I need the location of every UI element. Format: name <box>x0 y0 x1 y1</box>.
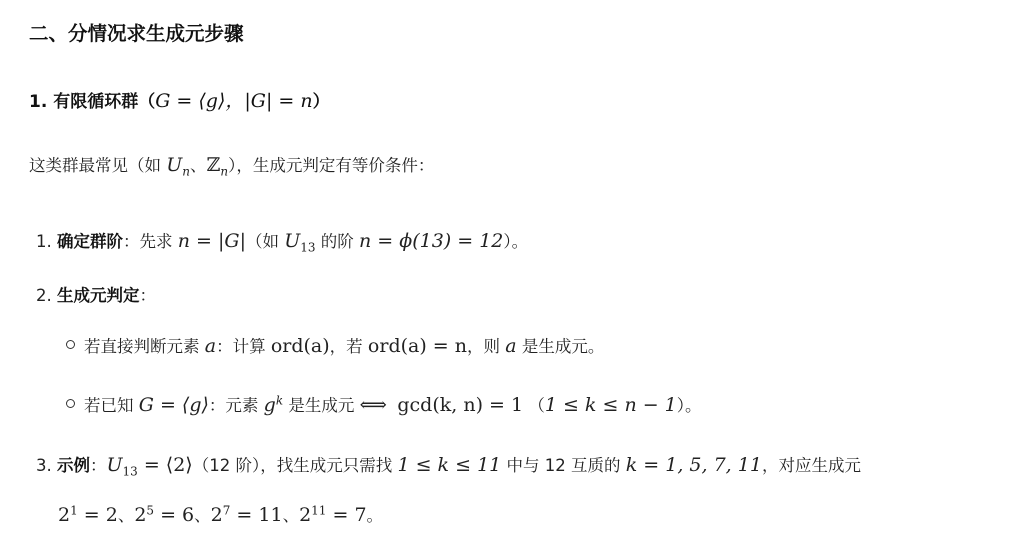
bullet-icon <box>66 399 75 408</box>
bullet1-text-e: 是生成元。 <box>516 337 605 356</box>
power1-base: 2 <box>58 504 71 526</box>
step2-label: 生成元判定 <box>57 286 140 305</box>
bullet2-text-e: ）。 <box>676 396 702 415</box>
bullet2-math-g: G = ⟨g⟩ <box>138 394 209 416</box>
bullet2-text-a: 若已知 <box>84 396 139 415</box>
step1-math-phi: n = ϕ(13) = 12 <box>359 230 504 252</box>
bullet1-math-ord-eq: ord(a) = n <box>367 335 467 357</box>
step1-math-u-sub: 13 <box>300 240 316 255</box>
step3-text-a: （12 阶），找生成元只需找 <box>192 456 398 475</box>
sub-list-item-2 <box>66 392 702 416</box>
step3-text-b: 中与 12 互质的 <box>501 456 626 475</box>
step2-colon: ： <box>139 286 156 305</box>
sep: 、 <box>117 506 135 525</box>
bullet2-text-d: （ <box>528 396 545 415</box>
step3-math-k: k = 1, 5, 7, 11 <box>625 454 762 476</box>
step1-text2: 的阶 <box>315 232 360 251</box>
step3-math-gen: = ⟨2⟩ <box>137 454 193 476</box>
bullet2-text-b: ：元素 <box>208 396 264 415</box>
power4-val: = 7 <box>326 504 367 526</box>
sep: 、 <box>194 506 211 525</box>
list-item-step2 <box>36 282 156 306</box>
bullet1-text-a: 若直接判断元素 <box>84 337 205 356</box>
list-number: 3. <box>36 456 52 475</box>
list-number: 1. <box>36 232 52 251</box>
step3-math-range: 1 ≤ k ≤ 11 <box>397 454 502 476</box>
bullet2-iff: ⟺ <box>359 394 387 416</box>
bullet1-math-a2: a <box>505 335 517 357</box>
subsection-prefix: 1. 有限循环群（ <box>29 92 156 112</box>
bullet1-math-a: a <box>204 335 217 357</box>
intro-math-zn-sub: n <box>220 164 229 179</box>
bullet2-math-range: 1 ≤ k ≤ n − 1 <box>544 394 677 416</box>
sep: 、 <box>282 506 300 525</box>
power3-exp: 7 <box>222 503 231 518</box>
step1-colon: ：先求 <box>123 232 178 251</box>
bullet2-math-gk-sup: k <box>275 393 284 408</box>
bullet2-math-gcd: gcd(k, n) = 1 <box>397 394 524 416</box>
power2-val: = 6 <box>154 504 195 526</box>
power4-base: 2 <box>299 504 312 526</box>
power2-base: 2 <box>134 504 147 526</box>
list-item-step1 <box>36 228 528 254</box>
intro-text-a: 这类群最常见（如 <box>29 156 167 175</box>
intro-math-zn: ℤ <box>206 154 221 176</box>
list-item-step3 <box>36 452 861 478</box>
bullet2-math-gk: g <box>263 394 276 416</box>
subsection-heading <box>29 86 330 113</box>
bullet1-math-ord: ord(a) <box>270 335 330 357</box>
end: 。 <box>366 506 384 525</box>
step1-text: （如 <box>245 232 285 251</box>
bullet1-text-c: ，若 <box>329 337 368 356</box>
step1-label: 确定群阶 <box>57 232 123 251</box>
step1-math-u: U <box>284 230 301 252</box>
power3-val: = 11 <box>230 504 283 526</box>
list-number: 2. <box>36 286 52 305</box>
power2-exp: 5 <box>146 503 155 518</box>
sub-list-item-1 <box>66 333 604 357</box>
bullet1-text-b: ：计算 <box>216 337 271 356</box>
section-heading: 二、分情况求生成元步骤 <box>29 22 244 45</box>
step3-math-u-sub: 13 <box>122 464 138 479</box>
step1-math-order: n = |G| <box>177 230 246 252</box>
step1-end: ）。 <box>503 232 529 251</box>
intro-text-b: ），生成元判定有等价条件： <box>228 156 435 175</box>
subsection-math: G = ⟨g⟩，|G| = n <box>155 90 313 112</box>
step3-text-c: ，对应生成元 <box>761 456 861 475</box>
bullet-icon <box>66 340 75 349</box>
power1-exp: 1 <box>70 503 78 518</box>
step3-generators-line <box>58 502 383 526</box>
step3-math-u: U <box>106 454 123 476</box>
bullet2-text-c: 是生成元 <box>283 396 360 415</box>
power1-val: = 2 <box>77 504 118 526</box>
intro-math-un: U <box>166 154 183 176</box>
subsection-suffix: ） <box>312 92 330 112</box>
intro-sep: 、 <box>190 156 207 175</box>
power4-exp: 11 <box>311 503 327 518</box>
bullet1-text-d: ，则 <box>467 337 506 356</box>
intro-paragraph <box>29 152 434 178</box>
power3-base: 2 <box>210 504 223 526</box>
intro-math-un-sub: n <box>182 164 190 179</box>
step3-label: 示例 <box>57 456 90 475</box>
step3-colon: ： <box>90 456 107 475</box>
